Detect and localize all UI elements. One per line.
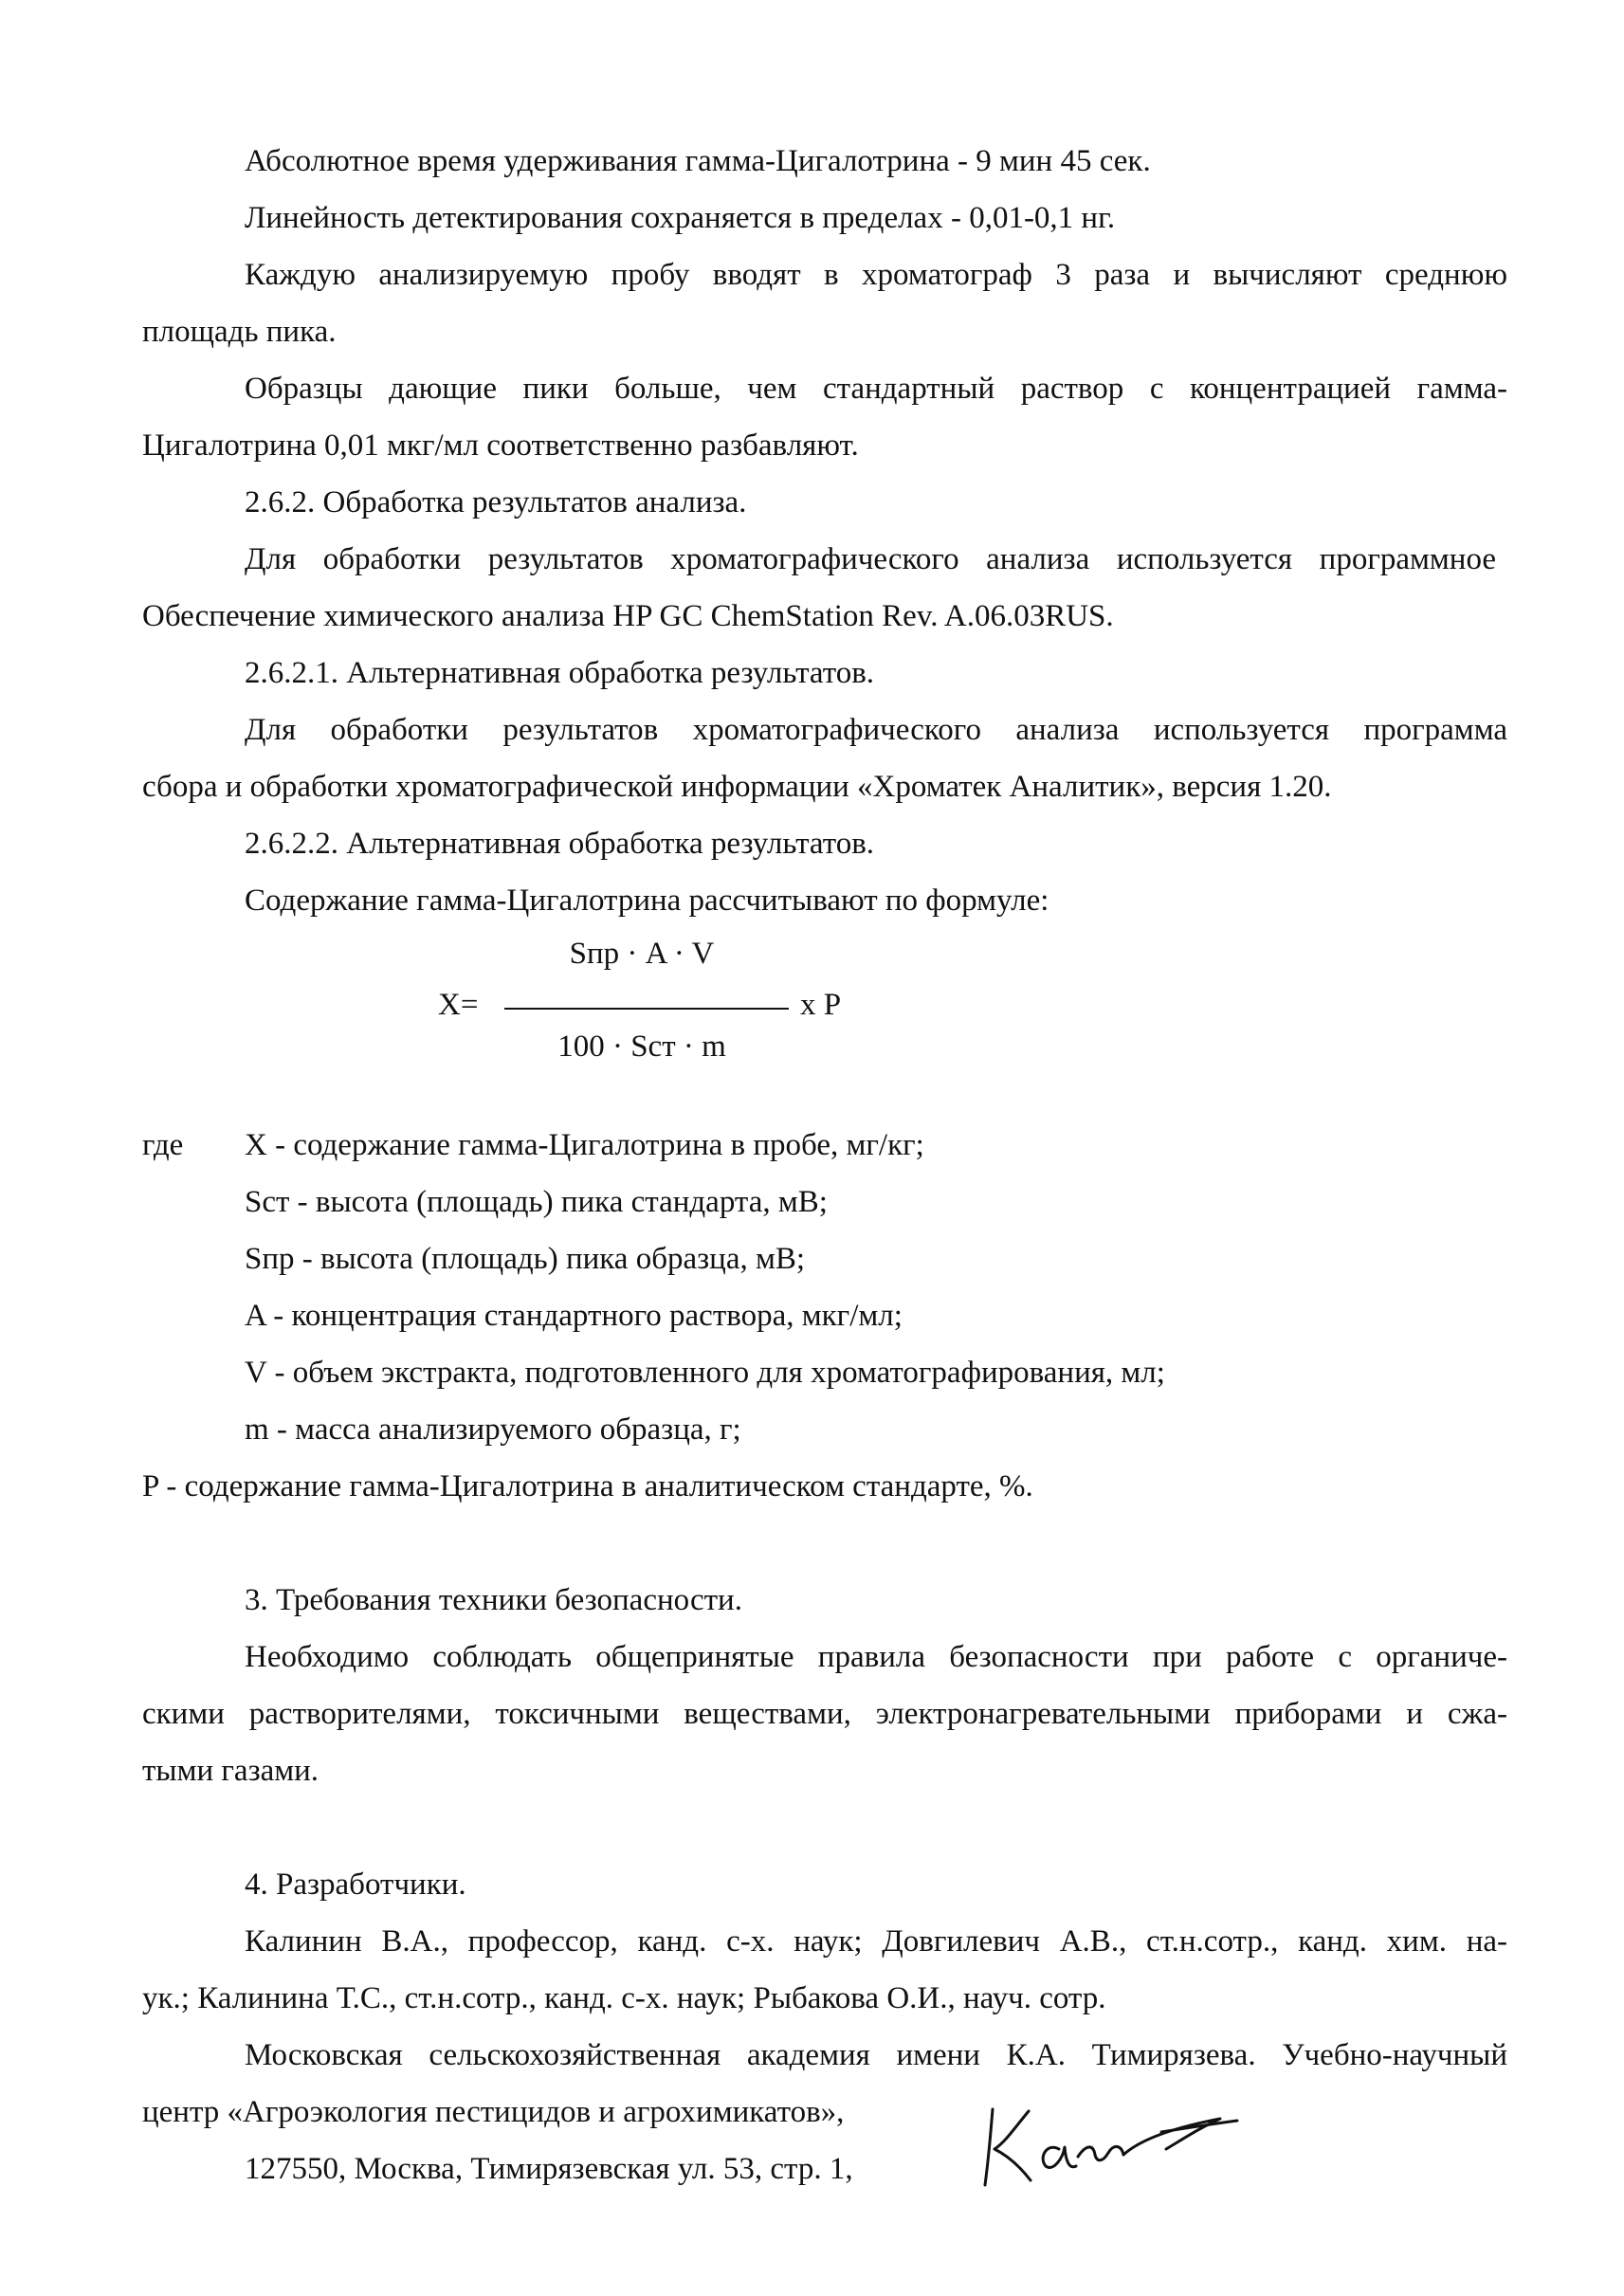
alternative-line-2: сбора и обработки хроматографической информации «Хроматек Аналитик», версия 1.20. (142, 770, 1332, 804)
software-line-2: Обеспечение химического анализа HP GC ChemStation Rev. A.06.03RUS. (142, 599, 1114, 633)
definition-item: Sст - высота (площадь) пика стандарта, мВ; (245, 1185, 828, 1219)
developers-heading: 4. Разработчики. (245, 1868, 466, 1902)
address-line: 127550, Москва, Тимирязевская ул. 53, стр. 1, (245, 2152, 853, 2186)
where-label: где (142, 1128, 184, 1162)
definition-item: X - содержание гамма-Цигалотрина в пробе, мг/кг; (245, 1128, 924, 1162)
safety-heading: 3. Требования техники безопасности. (245, 1583, 742, 1617)
formula-denominator: 100 · Sст · m (557, 1030, 726, 1064)
retention-time-line: Абсолютное время удерживания гамма-Цигалотрина - 9 мин 45 сек. (245, 144, 1151, 178)
formula (438, 918, 874, 1079)
formula-intro: Содержание гамма-Цигалотрина рассчитывают по формуле: (245, 884, 1049, 918)
developers-line-1: Калинин В.А., профессор, канд. с-х. наук; Довгилевич А.В., ст.н.сотр., канд. хим. на- (245, 1924, 1507, 1959)
samples-line-2: Цигалотрина 0,01 мкг/мл соответственно разбавляют. (142, 428, 859, 463)
organization-line-1: Московская сельскохозяйственная академия имени К.А. Тимирязева. Учебно-научный (245, 2038, 1507, 2072)
definition-item: Sпр - высота (площадь) пика образца, мВ; (245, 1242, 806, 1276)
samples-line-1: Образцы дающие пики больше, чем стандартный раствор с концентрацией гамма- (245, 372, 1507, 406)
definition-item: A - концентрация стандартного раствора, мкг/мл; (245, 1299, 903, 1333)
definition-item: V - объем экстракта, подготовленного для хроматографирования, мл; (245, 1356, 1165, 1390)
injection-line-1: Каждую анализируемую пробу вводят в хроматограф 3 раза и вычисляют среднюю (245, 258, 1507, 292)
developers-line-2: ук.; Калинина Т.С., ст.н.сотр., канд. с-х. наук; Рыбакова О.И., науч. сотр. (142, 1981, 1106, 2015)
safety-line-3: тыми газами. (142, 1754, 319, 1788)
formula-multiplier: x P (800, 988, 842, 1022)
alternative-line-1: Для обработки результатов хроматографического анализа используется программа (245, 713, 1507, 747)
section-2-6-2-heading: 2.6.2. Обработка результатов анализа. (245, 485, 747, 519)
safety-line-2: скими растворителями, токсичными веществами, электронагревательными приборами и сжа- (142, 1697, 1507, 1731)
safety-line-1: Необходимо соблюдать общепринятые правила безопасности при работе с органиче- (245, 1640, 1507, 1674)
linearity-line: Линейность детектирования сохраняется в пределах - 0,01-0,1 нг. (245, 201, 1116, 235)
section-2-6-2-1-heading: 2.6.2.1. Альтернативная обработка результатов. (245, 656, 875, 690)
formula-lhs: X= (438, 988, 479, 1022)
definition-item-p: P - содержание гамма-Цигалотрина в аналитическом стандарте, %. (142, 1469, 1033, 1503)
software-line-1: Для обработки результатов хроматографического анализа используется программное (245, 542, 1496, 576)
organization-line-2: центр «Агроэкология пестицидов и агрохимикатов», (142, 2095, 845, 2129)
formula-numerator: Sпр · A · V (569, 937, 715, 971)
definition-item: m - масса анализируемого образца, г; (245, 1412, 741, 1447)
injection-line-2: площадь пика. (142, 315, 337, 349)
section-2-6-2-2-heading: 2.6.2.2. Альтернативная обработка результатов. (245, 827, 875, 861)
formula-fraction-bar (504, 1008, 789, 1010)
handwritten-signature (972, 2090, 1256, 2195)
